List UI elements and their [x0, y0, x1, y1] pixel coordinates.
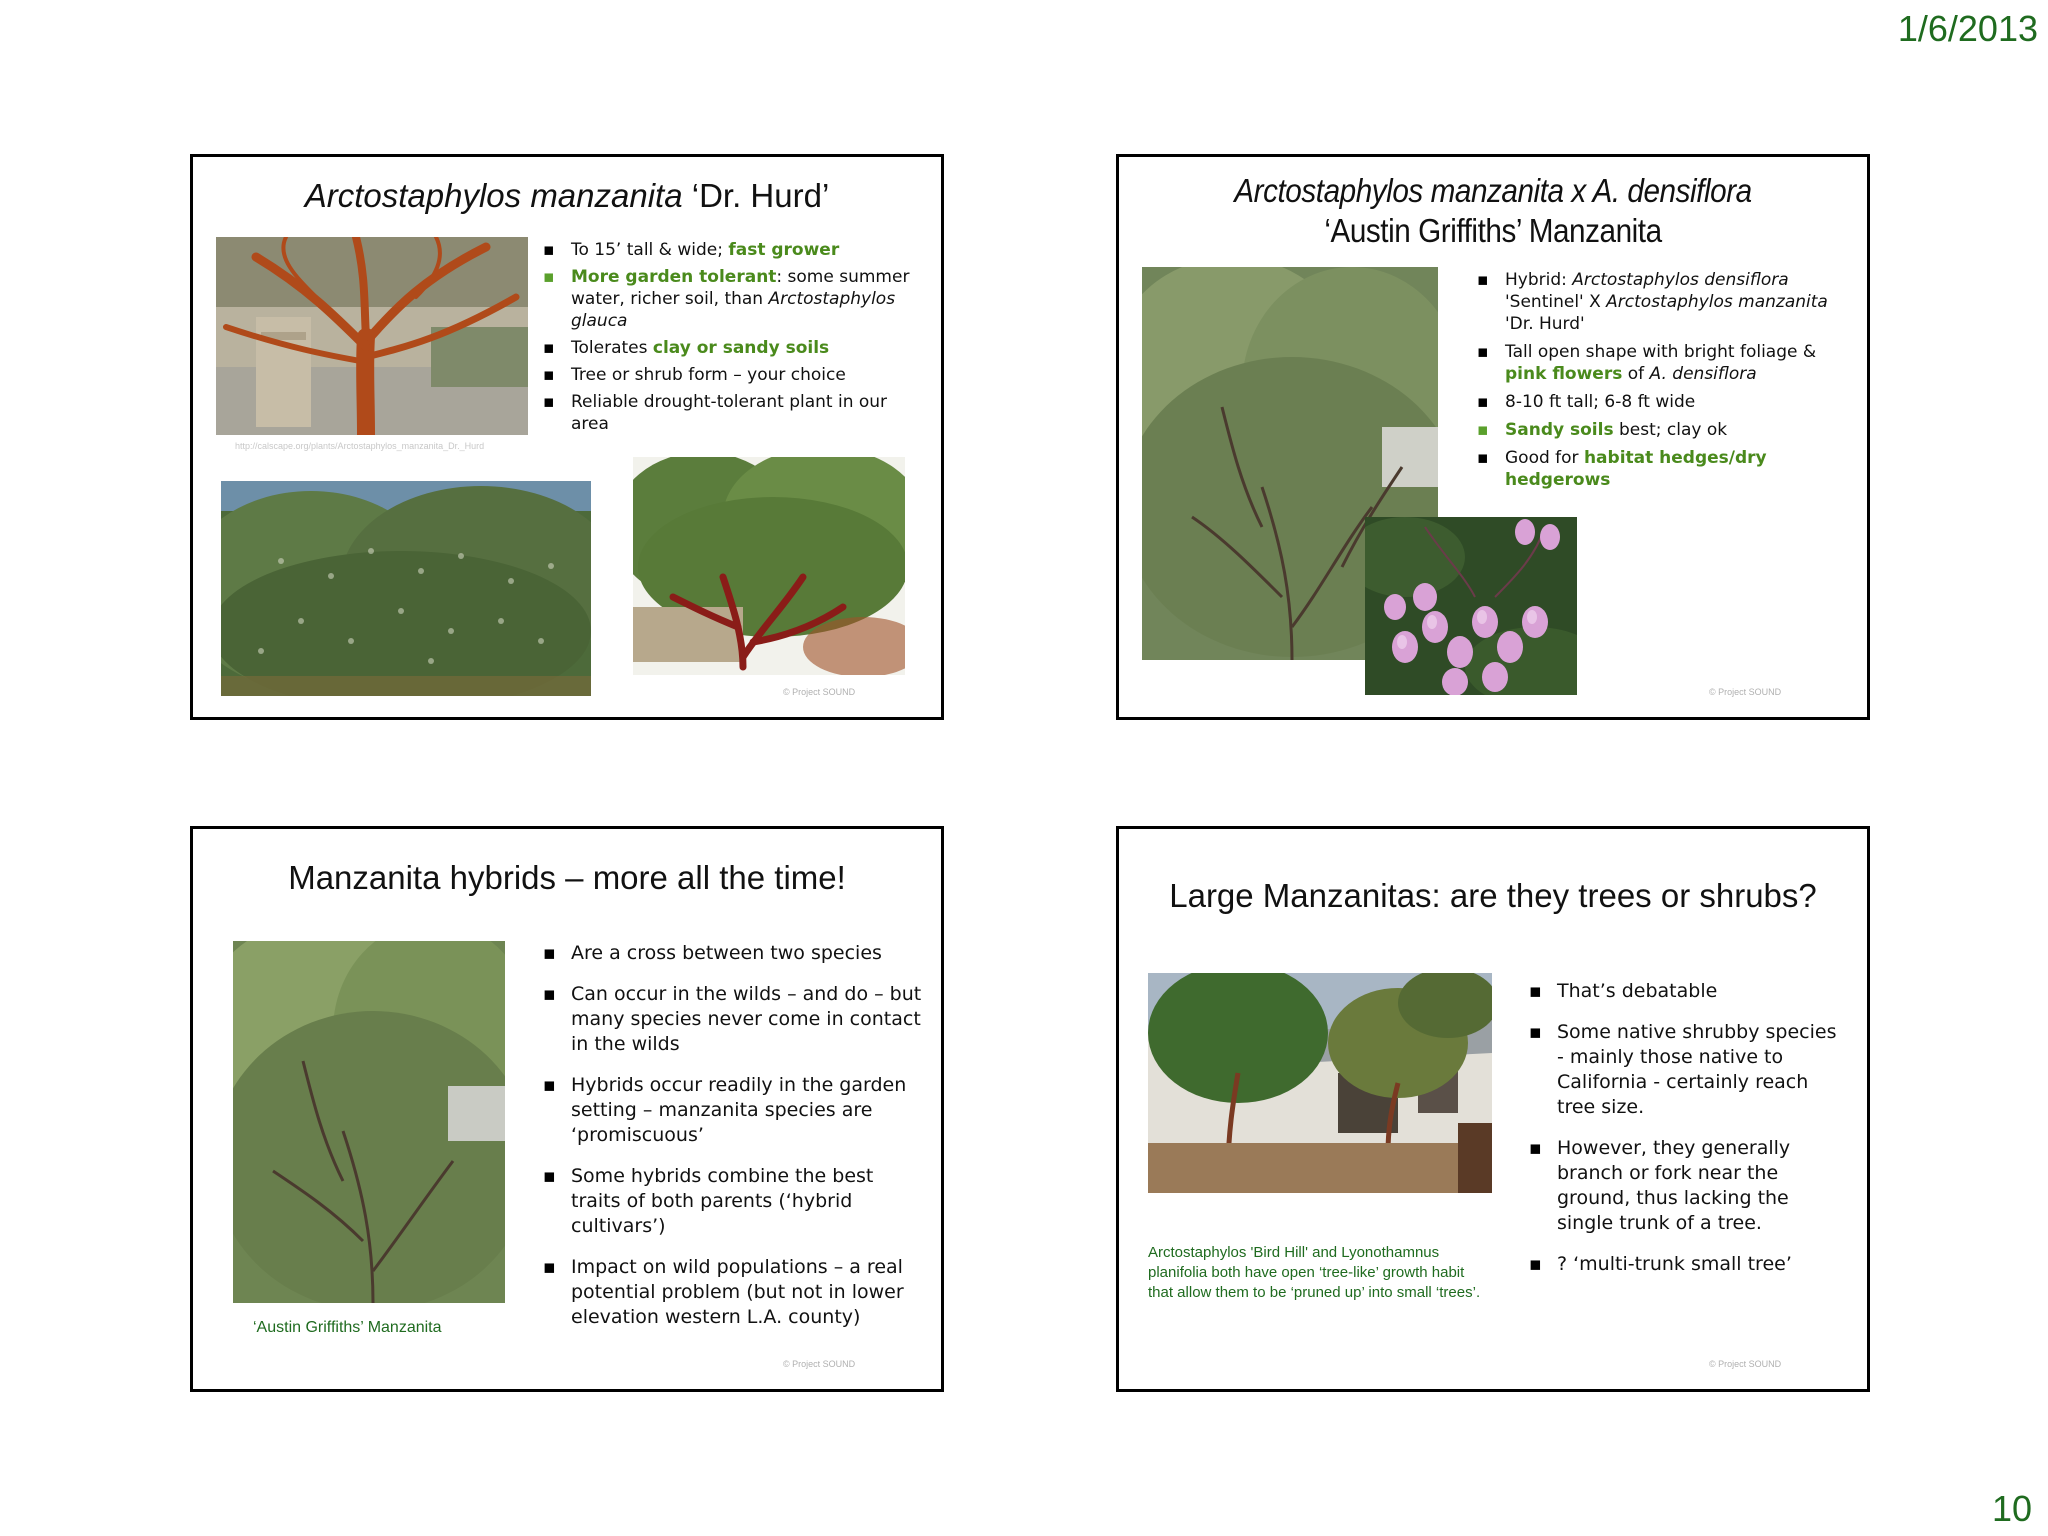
bullet-item: ▪ Sandy soils best; clay ok	[1477, 419, 1857, 441]
bullet-item: ▪ Are a cross between two species	[543, 941, 923, 966]
bullet-item: ▪ Some hybrids combine the best traits of both parents (‘hybrid cultivars’)	[543, 1164, 923, 1239]
bullet-item: ▪ However, they generally branch or fork near the ground, thus lacking the single trunk of a tree.	[1529, 1136, 1849, 1236]
bullet-item: ▪ Can occur in the wilds – and do – but many species never come in contact in the wilds	[543, 982, 923, 1057]
bullet-item: ▪ Tall open shape with bright foliage & pink flowers of A. densiflora	[1477, 341, 1857, 385]
bullet-item: ▪ That’s debatable	[1529, 979, 1849, 1004]
photo-austin-griffiths	[233, 941, 505, 1303]
slide-title	[193, 177, 941, 215]
bullet-item: ▪ Tolerates clay or sandy soils	[543, 337, 923, 359]
bullet-list	[1529, 979, 1849, 1277]
bullet-item: ▪ To 15’ tall & wide; fast grower	[543, 239, 923, 261]
bullet-list	[1477, 269, 1857, 495]
source-url: http://calscape.org/plants/Arctostaphylos_manzanita_Dr._Hurd	[235, 441, 485, 451]
slide-trees-or-shrubs	[1116, 826, 1870, 1392]
slide-credit: © Project SOUND	[1709, 1359, 1782, 1369]
photo-pink-flowers	[1365, 517, 1577, 695]
bullet-item: ▪ Impact on wild populations – a real potential problem (but not in lower elevation western L.A. county)	[543, 1255, 923, 1330]
slide-title: Large Manzanitas: are they trees or shrubs?	[1169, 877, 1817, 914]
title-botanical-name: Arctostaphylos manzanita	[304, 177, 683, 214]
photo-caption: Arctostaphylos 'Bird Hill' and Lyonothamnus planifolia both have open ‘tree-like’ growth habit that allow them to be ‘pruned up’ into small ‘trees’.	[1148, 1244, 1481, 1301]
bullet-item: ▪ Reliable drought-tolerant plant in our area	[543, 391, 923, 435]
bullet-item: ▪ Hybrids occur readily in the garden setting – manzanita species are ‘promiscuous’	[543, 1073, 923, 1148]
photo-dr-hurd-trunk	[216, 237, 528, 435]
slide-title-line1: Arctostaphylos manzanita x A. densiflora	[1234, 172, 1752, 209]
slide-credit: © Project SOUND	[783, 1359, 856, 1369]
bullet-item: ▪ ? ‘multi-trunk small tree’	[1529, 1252, 1849, 1277]
bullet-item: ▪ More garden tolerant: some summer water, richer soil, than Arctostaphylos glauca	[543, 266, 923, 332]
bullet-list	[543, 941, 923, 1330]
slide-credit: © Project SOUND	[783, 687, 856, 697]
photo-house-trees	[1148, 973, 1492, 1193]
slide-credit: © Project SOUND	[1709, 687, 1782, 697]
bullet-item: ▪ Hybrid: Arctostaphylos densiflora 'Sentinel' X Arctostaphylos manzanita 'Dr. Hurd'	[1477, 269, 1857, 335]
bullet-item: ▪ Tree or shrub form – your choice	[543, 364, 923, 386]
bullet-item: ▪ Some native shrubby species - mainly those native to California - certainly reach tree size.	[1529, 1020, 1849, 1120]
slide-title-line2: ‘Austin Griffiths’ Manzanita	[1324, 212, 1662, 249]
page-date: 1/6/2013	[1897, 8, 2038, 49]
page-number: 10	[1991, 1488, 2032, 1529]
title-cultivar: ‘Dr. Hurd’	[682, 177, 830, 214]
slide-austin-griffiths	[1116, 154, 1870, 720]
bullet-item: ▪ Good for habitat hedges/dry hedgerows	[1477, 447, 1857, 491]
photo-caption: ‘Austin Griffiths’ Manzanita	[253, 1319, 442, 1336]
bullet-item: ▪ 8-10 ft tall; 6-8 ft wide	[1477, 391, 1857, 413]
slide-title: Manzanita hybrids – more all the time!	[288, 859, 846, 896]
slide-dr-hurd	[190, 154, 944, 720]
slide-manzanita-hybrids	[190, 826, 944, 1392]
bullet-list	[543, 239, 923, 435]
photo-shrub-flowering	[221, 481, 591, 696]
photo-shrub-red-branches	[633, 457, 905, 675]
